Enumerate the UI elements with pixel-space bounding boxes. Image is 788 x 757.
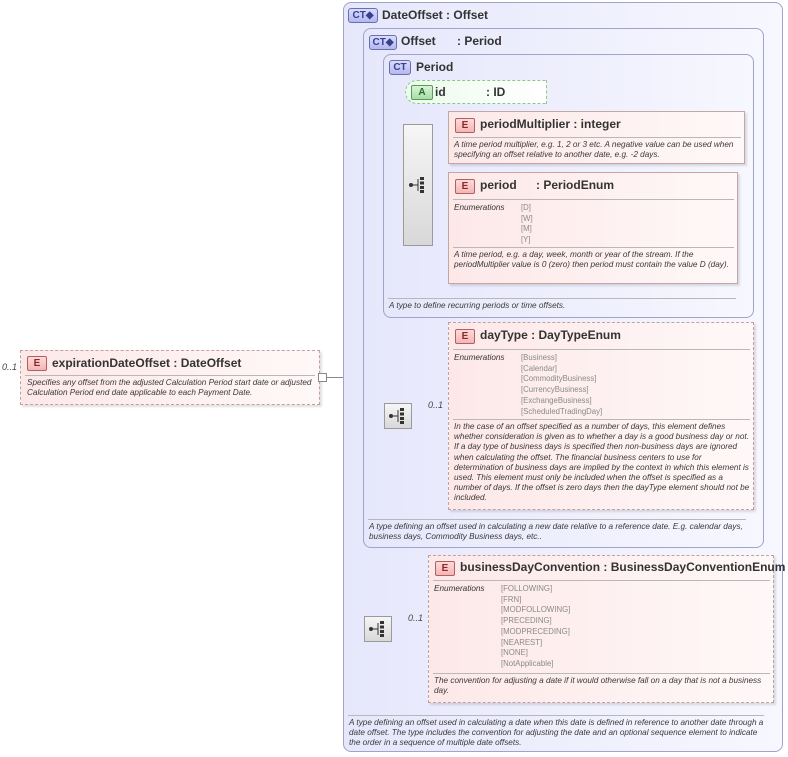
period-type-name: Period xyxy=(416,60,454,74)
root-element-name: expirationDateOffset xyxy=(52,356,171,370)
root-element-type: : DateOffset xyxy=(173,356,242,370)
divider xyxy=(388,298,736,299)
bdc-name: businessDayConvention xyxy=(460,560,601,574)
period-title xyxy=(480,178,614,192)
root-element-title xyxy=(52,356,241,370)
enum-value: [NotApplicable] xyxy=(501,658,554,668)
root-element[interactable] xyxy=(20,350,320,405)
bdc-type: : BusinessDayConventionEnum xyxy=(603,560,786,574)
enum-value: [M] xyxy=(521,224,532,234)
id-attribute-type: : ID xyxy=(486,85,506,99)
enumerations-label: Enumerations xyxy=(434,584,485,593)
day-type-title xyxy=(480,328,621,342)
period-multiplier-name: periodMultiplier xyxy=(480,117,570,131)
root-cardinality: 0..1 xyxy=(2,362,18,372)
period-multiplier-title xyxy=(480,117,621,131)
element-badge: E xyxy=(27,356,47,371)
enum-value: [CurrencyBusiness] xyxy=(521,385,589,395)
day-type-type: : DayTypeEnum xyxy=(531,328,621,342)
divider xyxy=(348,715,764,716)
date-offset-name: DateOffset xyxy=(382,8,443,22)
divider xyxy=(453,137,741,138)
enum-value: [W] xyxy=(521,213,533,223)
enum-value: [MODPRECEDING] xyxy=(501,626,570,636)
complex-type-badge: CT◆ xyxy=(348,8,378,23)
day-type-description: In the case of an offset specified as a number of days, this element defines whether consideration is given as to whether a day is a good business day or not. If a day type of business days is specified then non-business days are ignored when calculating the offset. The financial business centers to use for determination of business days are implied by the context in which this element is used. This element must only be included when the offset is specified as a number of days. If the offset is zero days then the dayType element should not be included. xyxy=(454,422,750,503)
enum-value: [NONE] xyxy=(501,648,528,658)
divider xyxy=(453,247,734,248)
enum-value: [Business] xyxy=(521,353,557,362)
complex-type-badge: CT xyxy=(389,60,411,75)
enum-value: [MODFOLLOWING] xyxy=(501,605,571,615)
day-type-enumerations xyxy=(521,353,602,417)
bdc-description: The convention for adjusting a date if it would otherwise fall on a day that is not a business day. xyxy=(434,676,762,696)
offset-title xyxy=(401,34,502,48)
sequence-icon xyxy=(369,621,387,637)
divider xyxy=(368,519,746,520)
divider xyxy=(25,375,315,376)
period-enumerations xyxy=(521,203,533,246)
sequence-compositor[interactable] xyxy=(384,403,412,429)
enum-value: [PRECEDING] xyxy=(501,616,552,626)
date-offset-description: A type defining an offset used in calculating a date when this date is defined in reference to another date through a date offset. The type includes the convention for adjusting the date and an optional sequence element to indicate the order in a sequence of multiple date offsets. xyxy=(349,718,764,748)
id-attribute-name: id xyxy=(435,85,446,99)
enum-value: [CommodityBusiness] xyxy=(521,374,597,384)
element-badge: E xyxy=(455,179,475,194)
period-multiplier-element[interactable] xyxy=(448,111,745,164)
divider xyxy=(433,673,770,674)
offset-description: A type defining an offset used in calculating a new date relative to a reference date. E.g. calendar days, business days, Commodity Business days, etc.. xyxy=(369,522,743,542)
complex-type-badge-text: CT xyxy=(372,37,386,48)
divider xyxy=(433,580,770,581)
period-name: period xyxy=(480,178,517,192)
offset-name: Offset xyxy=(401,34,436,48)
enum-value: [ScheduledTradingDay] xyxy=(521,406,603,416)
period-multiplier-description: A time period multiplier, e.g. 1, 2 or 3 etc. A negative value can be used when specifying an offset relative to another date, e.g. -2 days. xyxy=(454,140,734,160)
attribute-badge: A xyxy=(411,85,433,100)
offset-type-ref: : Period xyxy=(457,34,502,48)
enum-value: [FOLLOWING] xyxy=(501,584,553,593)
enumerations-label: Enumerations xyxy=(454,353,505,362)
complex-type-badge-text: CT xyxy=(352,10,366,21)
element-badge: E xyxy=(455,329,475,344)
date-offset-type-ref: : Offset xyxy=(446,8,489,22)
enum-value: [Y] xyxy=(521,235,531,245)
period-description: A time period, e.g. a day, week, month or year of the stream. If the periodMultiplier value is 0 (zero) then period must contain the value D (day). xyxy=(454,250,729,270)
sequence-compositor[interactable] xyxy=(403,124,433,246)
date-offset-title xyxy=(382,8,488,22)
divider xyxy=(453,199,734,200)
sequence-icon xyxy=(389,408,407,424)
bdc-title xyxy=(460,560,785,574)
period-type: : PeriodEnum xyxy=(536,178,615,192)
bdc-cardinality: 0..1 xyxy=(408,613,424,623)
complex-type-badge: CT◆ xyxy=(369,35,397,50)
period-element[interactable] xyxy=(448,172,738,284)
element-badge: E xyxy=(455,118,475,133)
enum-value: [D] xyxy=(521,203,531,212)
enumerations-label: Enumerations xyxy=(454,203,505,212)
enum-value: [Calendar] xyxy=(521,363,557,373)
enum-value: [NEAREST] xyxy=(501,637,543,647)
day-type-name: dayType xyxy=(480,328,528,342)
divider xyxy=(453,419,750,420)
root-description: Specifies any offset from the adjusted Calculation Period start date or adjusted Calculation Period end date applicable to each Payment Date. xyxy=(27,378,312,398)
divider xyxy=(453,349,750,350)
element-badge: E xyxy=(435,561,455,576)
day-type-cardinality: 0..1 xyxy=(428,400,444,410)
period-type-description: A type to define recurring periods or time offsets. xyxy=(389,301,566,310)
enum-value: [FRN] xyxy=(501,594,522,604)
enum-value: [ExchangeBusiness] xyxy=(521,395,592,405)
id-attribute[interactable] xyxy=(405,80,547,104)
bdc-enumerations xyxy=(501,584,570,670)
sequence-icon xyxy=(409,177,427,193)
expand-toggle-icon[interactable] xyxy=(318,373,327,382)
day-type-element[interactable] xyxy=(448,322,754,510)
business-day-convention-element[interactable] xyxy=(428,555,786,703)
period-multiplier-type: : integer xyxy=(573,117,621,131)
sequence-compositor[interactable] xyxy=(364,616,392,642)
